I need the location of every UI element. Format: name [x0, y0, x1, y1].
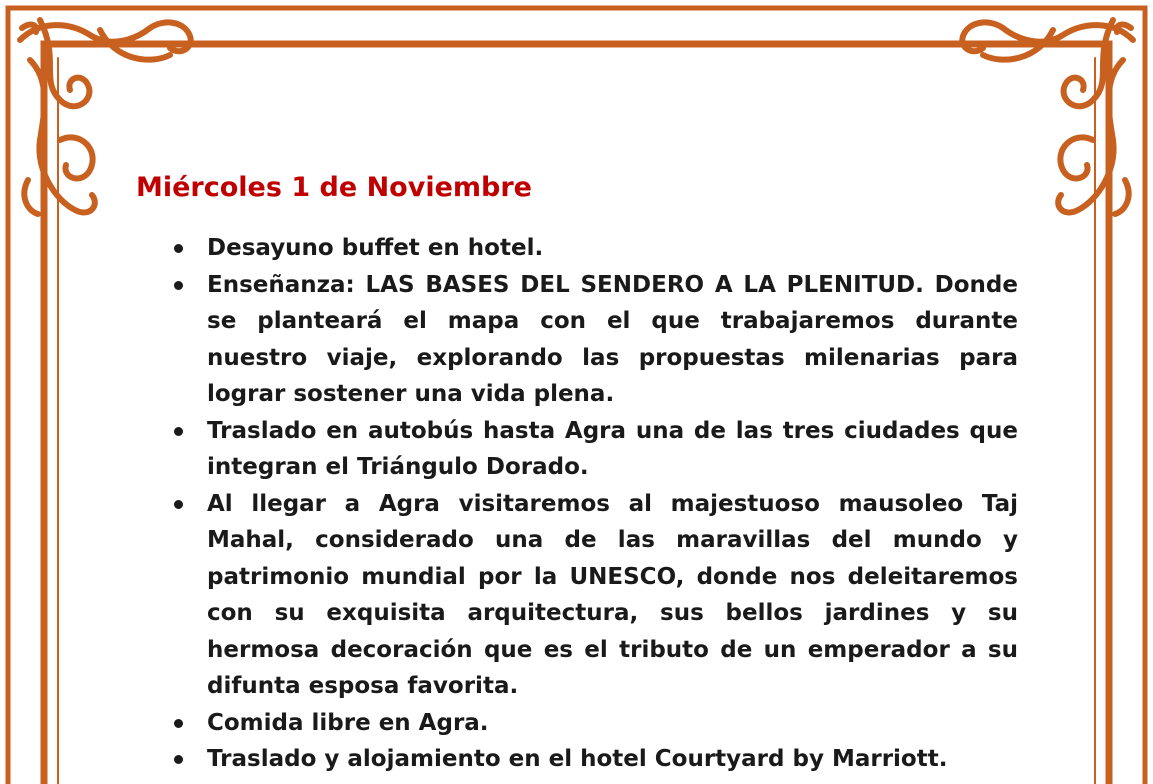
- list-item-text: Traslado y alojamiento en el hotel Courtyard by Marriott.: [207, 746, 948, 772]
- day-heading: Miércoles 1 de Noviembre: [136, 172, 532, 203]
- bullet-icon: [174, 244, 183, 253]
- list-item: [207, 486, 1018, 705]
- list-item: [207, 413, 1018, 486]
- list-item: [207, 230, 1018, 267]
- bullet-icon: [174, 281, 183, 290]
- bullet-icon: [174, 427, 183, 436]
- activity-list: [207, 230, 1018, 778]
- list-item: [207, 705, 1018, 742]
- list-item-text: Enseñanza: LAS BASES DEL SENDERO A LA PLENITUD. Donde se planteará el mapa con el que trabajaremos durante nuestro viaje, explorando las propuestas milenarias para lograr sostener una vida plena.: [207, 271, 1018, 407]
- list-item: [207, 741, 1018, 778]
- list-item-text: Desayuno buffet en hotel.: [207, 235, 544, 261]
- bullet-icon: [174, 755, 183, 764]
- bullet-icon: [174, 500, 183, 509]
- list-item: [207, 267, 1018, 413]
- list-item-text: Traslado en autobús hasta Agra una de las tres ciudades que integran el Triángulo Dorado.: [207, 417, 1018, 480]
- bullet-icon: [174, 719, 183, 728]
- list-item-text: Comida libre en Agra.: [207, 709, 489, 736]
- list-item-text: Al llegar a Agra visitaremos al majestuoso mausoleo Taj Mahal, considerado una de las maravillas del mundo y patrimonio mundial por la UNESCO, donde nos deleitaremos con su exquisita arquitectura, sus bellos jardines y su hermosa decoración que es el tributo de un emperador a su difunta esposa favorita.: [207, 490, 1018, 699]
